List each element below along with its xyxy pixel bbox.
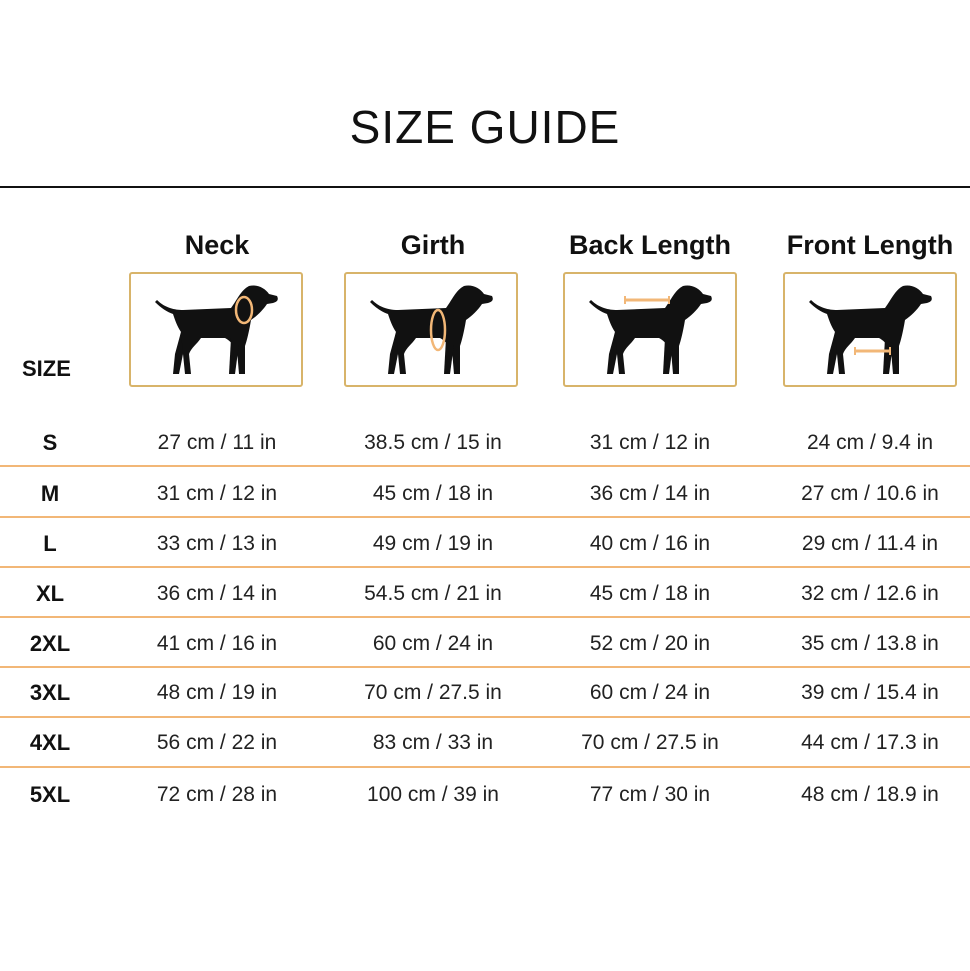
size-cell: 2XL [29,631,71,656]
measurement-cell: 49 cm / 19 in [372,532,494,555]
table-row [0,668,970,718]
measurement-cell: 100 cm / 39 in [367,783,499,806]
measurement-cell: 70 cm / 27.5 in [364,681,502,704]
dog-silhouette [155,285,278,374]
dog-silhouette [809,285,932,374]
measurement-cell: 70 cm / 27.5 in [581,731,719,754]
front-length-icon-box [783,272,957,387]
row-divider [0,666,970,668]
column-header-girth: Girth [400,230,466,260]
measurement-cell: 41 cm / 16 in [156,632,278,655]
table-row [0,418,970,468]
measurement-cell: 35 cm / 13.8 in [801,632,939,655]
size-cell: L [43,531,57,556]
column-header-front-length: Front Length [786,230,954,260]
girth-icon-box [344,272,518,387]
measurement-cell: 60 cm / 24 in [372,632,494,655]
measurement-cell: 72 cm / 28 in [156,783,278,806]
row-divider [0,465,970,467]
title-divider [0,186,970,188]
measurement-cell: 83 cm / 33 in [372,731,494,754]
measurement-cell: 48 cm / 19 in [156,681,278,704]
size-cell: 5XL [29,782,71,807]
dog-girth-icon [346,274,516,385]
measurement-cell: 27 cm / 11 in [157,431,277,454]
size-cell: M [40,481,60,506]
neck-icon-box [129,272,303,387]
row-divider [0,716,970,718]
row-divider [0,766,970,768]
table-row [0,569,970,619]
measurement-cell: 29 cm / 11.4 in [801,532,939,555]
measurement-cell: 44 cm / 17.3 in [801,731,939,754]
size-cell: 4XL [29,730,71,755]
measurement-cell: 36 cm / 14 in [589,482,711,505]
measurement-cell: 27 cm / 10.6 in [801,482,939,505]
measurement-cell: 32 cm / 12.6 in [801,582,939,605]
measurement-cell: 45 cm / 18 in [589,582,711,605]
size-column-header: SIZE [22,356,71,381]
row-divider [0,616,970,618]
size-cell: S [42,430,58,455]
measurement-cell: 36 cm / 14 in [156,582,278,605]
measurement-cell: 56 cm / 22 in [156,731,278,754]
measurement-cell: 31 cm / 12 in [156,482,278,505]
page-title: SIZE GUIDE [349,101,621,153]
back-length-icon-box [563,272,737,387]
measurement-cell: 33 cm / 13 in [156,532,278,555]
measurement-cell: 39 cm / 15.4 in [801,681,939,704]
measurement-cell: 77 cm / 30 in [589,783,711,806]
measurement-cell: 38.5 cm / 15 in [364,431,502,454]
column-header-neck: Neck [184,230,250,260]
table-row [0,469,970,519]
dog-front-length-icon [785,274,955,385]
size-cell: XL [35,581,65,606]
row-divider [0,566,970,568]
measurement-cell: 45 cm / 18 in [372,482,494,505]
table-row [0,718,970,768]
row-divider [0,516,970,518]
measurement-cell: 24 cm / 9.4 in [806,431,934,454]
dog-neck-icon [131,274,301,385]
table-row [0,519,970,569]
dog-back-length-icon [565,274,735,385]
measurement-cell: 31 cm / 12 in [589,431,711,454]
size-cell: 3XL [29,680,71,705]
column-header-back-length: Back Length [568,230,732,260]
measurement-cell: 54.5 cm / 21 in [364,582,502,605]
measurement-cell: 52 cm / 20 in [589,632,711,655]
table-row [0,770,970,820]
table-row [0,619,970,669]
measurement-cell: 40 cm / 16 in [589,532,711,555]
measurement-cell: 48 cm / 18.9 in [801,783,939,806]
measurement-cell: 60 cm / 24 in [589,681,711,704]
